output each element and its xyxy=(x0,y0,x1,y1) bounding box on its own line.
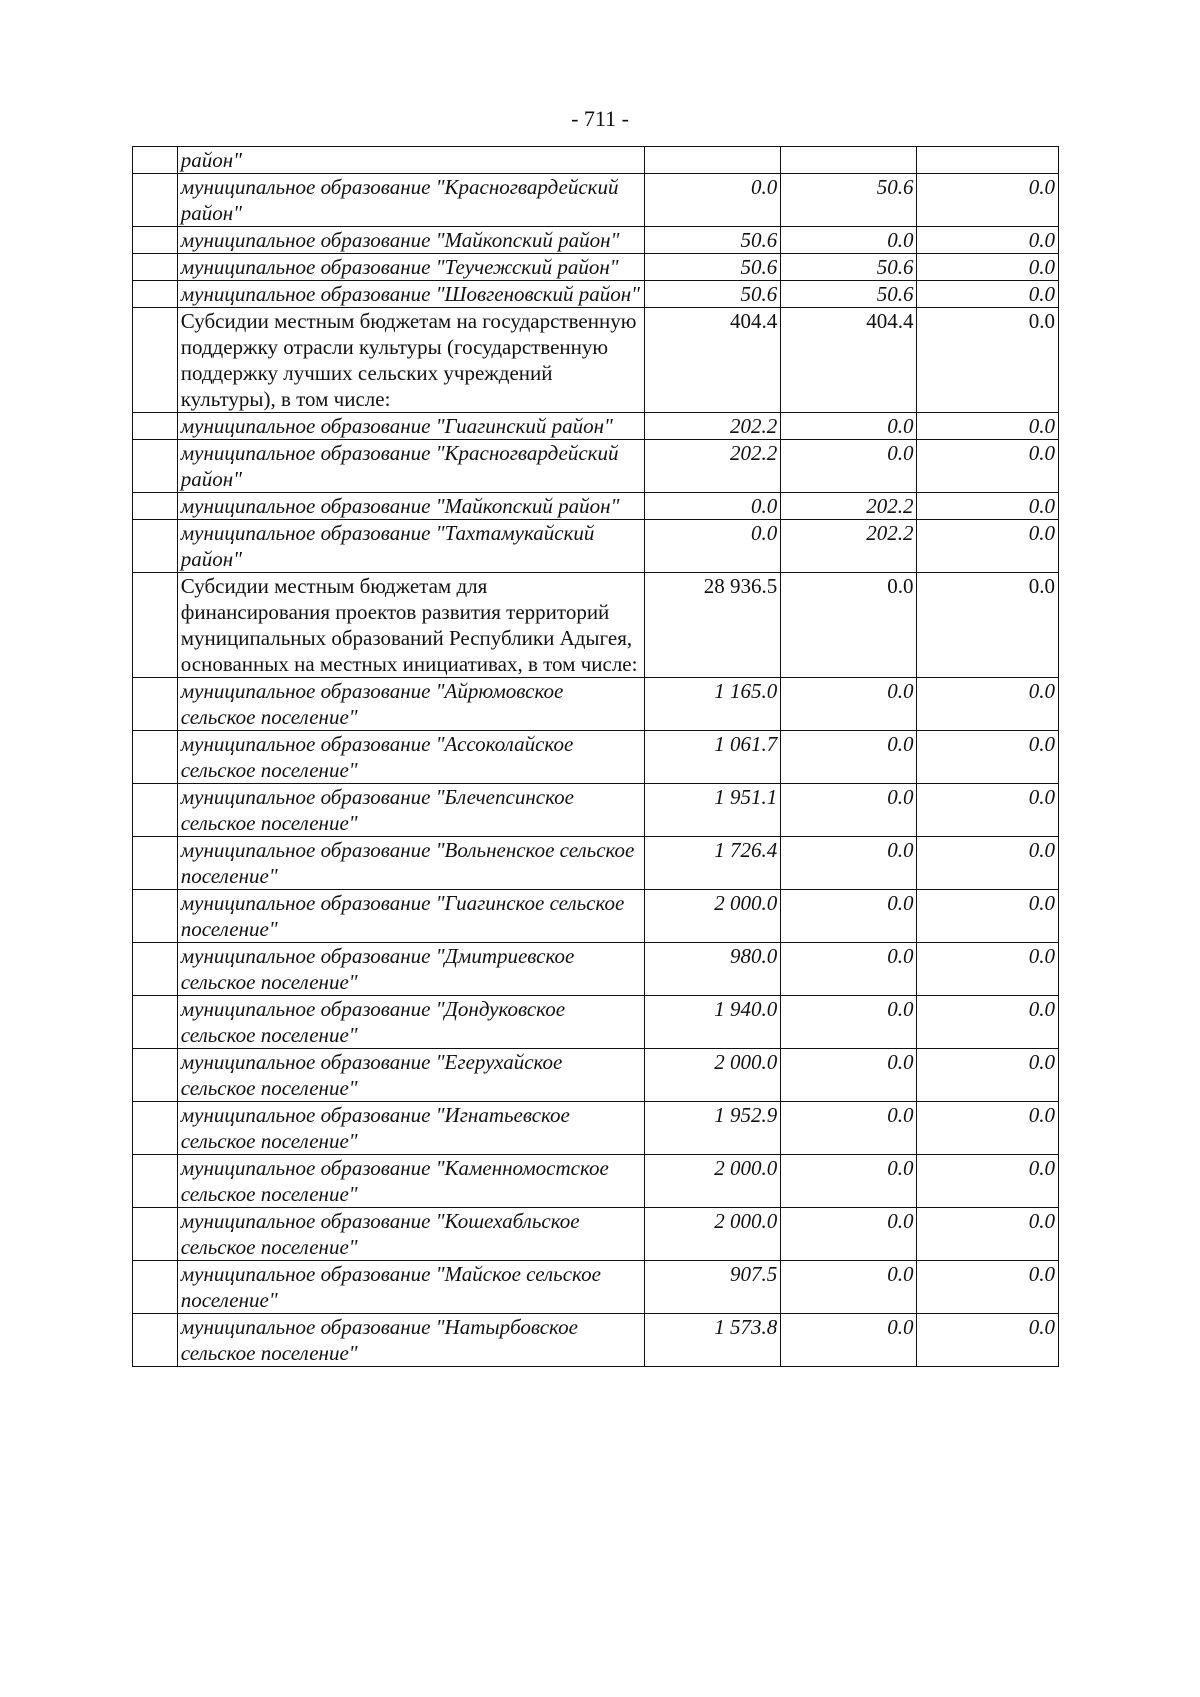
amount-cell-year-1: 1 061.7 xyxy=(644,731,780,784)
amount-cell-year-2: 0.0 xyxy=(781,1102,917,1155)
table-row xyxy=(133,996,1059,1049)
table-row xyxy=(133,573,1059,678)
table-row xyxy=(133,1261,1059,1314)
municipality-name-cell: муниципальное образование "Дондуковское сельское поселение" xyxy=(177,996,644,1049)
table-row xyxy=(133,1155,1059,1208)
amount-cell-year-2: 0.0 xyxy=(781,890,917,943)
table-row xyxy=(133,1314,1059,1367)
row-index-cell xyxy=(133,440,178,493)
amount-cell-year-1: 202.2 xyxy=(644,413,780,440)
row-index-cell xyxy=(133,573,178,678)
table-row xyxy=(133,493,1059,520)
amount-cell-year-3: 0.0 xyxy=(917,731,1059,784)
municipality-name-cell: муниципальное образование "Кошехабльское сельское поселение" xyxy=(177,1208,644,1261)
row-index-cell xyxy=(133,943,178,996)
row-index-cell xyxy=(133,1261,178,1314)
amount-cell-year-1: 28 936.5 xyxy=(644,573,780,678)
amount-cell-year-1 xyxy=(644,147,780,174)
amount-cell-year-1: 50.6 xyxy=(644,281,780,308)
table-row xyxy=(133,1208,1059,1261)
amount-cell-year-3: 0.0 xyxy=(917,573,1059,678)
table-row xyxy=(133,174,1059,227)
amount-cell-year-2: 0.0 xyxy=(781,1049,917,1102)
amount-cell-year-3: 0.0 xyxy=(917,281,1059,308)
amount-cell-year-1: 907.5 xyxy=(644,1261,780,1314)
municipality-name-cell: муниципальное образование "Красногвардейский район" xyxy=(177,174,644,227)
amount-cell-year-2: 0.0 xyxy=(781,440,917,493)
row-index-cell xyxy=(133,413,178,440)
amount-cell-year-2: 0.0 xyxy=(781,227,917,254)
amount-cell-year-3: 0.0 xyxy=(917,996,1059,1049)
municipality-name-cell: район" xyxy=(177,147,644,174)
municipality-name-cell: муниципальное образование "Айрюмовское сельское поселение" xyxy=(177,678,644,731)
table-row xyxy=(133,254,1059,281)
table-row xyxy=(133,308,1059,413)
amount-cell-year-3 xyxy=(917,147,1059,174)
table-row xyxy=(133,440,1059,493)
table-row xyxy=(133,890,1059,943)
municipality-name-cell: муниципальное образование "Тахтамукайский район" xyxy=(177,520,644,573)
municipality-name-cell: муниципальное образование "Теучежский район" xyxy=(177,254,644,281)
table-row xyxy=(133,147,1059,174)
amount-cell-year-3: 0.0 xyxy=(917,440,1059,493)
municipality-name-cell: муниципальное образование "Ассоколайское сельское поселение" xyxy=(177,731,644,784)
amount-cell-year-2: 202.2 xyxy=(781,493,917,520)
table-row xyxy=(133,678,1059,731)
amount-cell-year-2: 50.6 xyxy=(781,281,917,308)
amount-cell-year-1: 2 000.0 xyxy=(644,890,780,943)
amount-cell-year-1: 980.0 xyxy=(644,943,780,996)
amount-cell-year-1: 0.0 xyxy=(644,520,780,573)
amount-cell-year-2 xyxy=(781,147,917,174)
row-index-cell xyxy=(133,890,178,943)
amount-cell-year-2: 202.2 xyxy=(781,520,917,573)
table-row xyxy=(133,1102,1059,1155)
row-index-cell xyxy=(133,731,178,784)
row-index-cell xyxy=(133,1155,178,1208)
row-index-cell xyxy=(133,996,178,1049)
amount-cell-year-1: 50.6 xyxy=(644,227,780,254)
amount-cell-year-3: 0.0 xyxy=(917,890,1059,943)
amount-cell-year-2: 0.0 xyxy=(781,1155,917,1208)
amount-cell-year-3: 0.0 xyxy=(917,1049,1059,1102)
amount-cell-year-1: 404.4 xyxy=(644,308,780,413)
amount-cell-year-1: 1 951.1 xyxy=(644,784,780,837)
table-body xyxy=(133,147,1059,1367)
row-index-cell xyxy=(133,1049,178,1102)
row-index-cell xyxy=(133,147,178,174)
amount-cell-year-2: 50.6 xyxy=(781,174,917,227)
municipality-name-cell: муниципальное образование "Егерухайское сельское поселение" xyxy=(177,1049,644,1102)
row-index-cell xyxy=(133,174,178,227)
amount-cell-year-3: 0.0 xyxy=(917,520,1059,573)
row-index-cell xyxy=(133,837,178,890)
municipality-name-cell: муниципальное образование "Игнатьевское сельское поселение" xyxy=(177,1102,644,1155)
table-row xyxy=(133,731,1059,784)
amount-cell-year-2: 0.0 xyxy=(781,837,917,890)
municipality-name-cell: муниципальное образование "Красногвардейский район" xyxy=(177,440,644,493)
amount-cell-year-1: 1 952.9 xyxy=(644,1102,780,1155)
amount-cell-year-1: 50.6 xyxy=(644,254,780,281)
amount-cell-year-3: 0.0 xyxy=(917,837,1059,890)
amount-cell-year-1: 2 000.0 xyxy=(644,1049,780,1102)
amount-cell-year-3: 0.0 xyxy=(917,678,1059,731)
page-number: - 711 - xyxy=(571,106,629,131)
row-index-cell xyxy=(133,281,178,308)
amount-cell-year-1: 202.2 xyxy=(644,440,780,493)
amount-cell-year-3: 0.0 xyxy=(917,1155,1059,1208)
amount-cell-year-1: 1 940.0 xyxy=(644,996,780,1049)
amount-cell-year-2: 404.4 xyxy=(781,308,917,413)
municipality-name-cell: муниципальное образование "Натырбовское сельское поселение" xyxy=(177,1314,644,1367)
amount-cell-year-1: 0.0 xyxy=(644,174,780,227)
row-index-cell xyxy=(133,308,178,413)
amount-cell-year-1: 2 000.0 xyxy=(644,1155,780,1208)
municipality-name-cell: муниципальное образование "Вольненское сельское поселение" xyxy=(177,837,644,890)
amount-cell-year-3: 0.0 xyxy=(917,493,1059,520)
amount-cell-year-1: 1 165.0 xyxy=(644,678,780,731)
amount-cell-year-2: 0.0 xyxy=(781,1261,917,1314)
table-row xyxy=(133,281,1059,308)
subsidy-heading-cell: Субсидии местным бюджетам на государственную поддержку отрасли культуры (государственную поддержку лучших сельских учреждений культуры), в том числе: xyxy=(177,308,644,413)
subsidy-heading-cell: Субсидии местным бюджетам для финансирования проектов развития территорий муниципальных образований Республики Адыгея, основанных на местных инициативах, в том числе: xyxy=(177,573,644,678)
municipality-name-cell: муниципальное образование "Майкопский район" xyxy=(177,493,644,520)
municipality-name-cell: муниципальное образование "Блечепсинское сельское поселение" xyxy=(177,784,644,837)
amount-cell-year-1: 1 726.4 xyxy=(644,837,780,890)
budget-table xyxy=(132,146,1059,1367)
table-row xyxy=(133,227,1059,254)
amount-cell-year-2: 0.0 xyxy=(781,784,917,837)
amount-cell-year-2: 0.0 xyxy=(781,731,917,784)
amount-cell-year-2: 0.0 xyxy=(781,678,917,731)
amount-cell-year-3: 0.0 xyxy=(917,413,1059,440)
row-index-cell xyxy=(133,254,178,281)
amount-cell-year-2: 50.6 xyxy=(781,254,917,281)
amount-cell-year-3: 0.0 xyxy=(917,227,1059,254)
amount-cell-year-3: 0.0 xyxy=(917,784,1059,837)
table-row xyxy=(133,784,1059,837)
municipality-name-cell: муниципальное образование "Майское сельское поселение" xyxy=(177,1261,644,1314)
row-index-cell xyxy=(133,1314,178,1367)
amount-cell-year-2: 0.0 xyxy=(781,413,917,440)
amount-cell-year-3: 0.0 xyxy=(917,1261,1059,1314)
amount-cell-year-3: 0.0 xyxy=(917,1314,1059,1367)
amount-cell-year-2: 0.0 xyxy=(781,1314,917,1367)
amount-cell-year-3: 0.0 xyxy=(917,943,1059,996)
amount-cell-year-3: 0.0 xyxy=(917,308,1059,413)
municipality-name-cell: муниципальное образование "Гиагинский район" xyxy=(177,413,644,440)
municipality-name-cell: муниципальное образование "Шовгеновский район" xyxy=(177,281,644,308)
table-row xyxy=(133,1049,1059,1102)
amount-cell-year-3: 0.0 xyxy=(917,174,1059,227)
amount-cell-year-1: 1 573.8 xyxy=(644,1314,780,1367)
amount-cell-year-2: 0.0 xyxy=(781,573,917,678)
row-index-cell xyxy=(133,493,178,520)
amount-cell-year-3: 0.0 xyxy=(917,1208,1059,1261)
row-index-cell xyxy=(133,678,178,731)
table-row xyxy=(133,837,1059,890)
amount-cell-year-2: 0.0 xyxy=(781,996,917,1049)
amount-cell-year-3: 0.0 xyxy=(917,1102,1059,1155)
amount-cell-year-2: 0.0 xyxy=(781,943,917,996)
row-index-cell xyxy=(133,784,178,837)
municipality-name-cell: муниципальное образование "Дмитриевское сельское поселение" xyxy=(177,943,644,996)
table-row xyxy=(133,520,1059,573)
municipality-name-cell: муниципальное образование "Гиагинское сельское поселение" xyxy=(177,890,644,943)
municipality-name-cell: муниципальное образование "Каменномостское сельское поселение" xyxy=(177,1155,644,1208)
row-index-cell xyxy=(133,1102,178,1155)
amount-cell-year-2: 0.0 xyxy=(781,1208,917,1261)
amount-cell-year-1: 2 000.0 xyxy=(644,1208,780,1261)
row-index-cell xyxy=(133,1208,178,1261)
table-row xyxy=(133,943,1059,996)
municipality-name-cell: муниципальное образование "Майкопский район" xyxy=(177,227,644,254)
amount-cell-year-1: 0.0 xyxy=(644,493,780,520)
table-row xyxy=(133,413,1059,440)
amount-cell-year-3: 0.0 xyxy=(917,254,1059,281)
row-index-cell xyxy=(133,227,178,254)
row-index-cell xyxy=(133,520,178,573)
